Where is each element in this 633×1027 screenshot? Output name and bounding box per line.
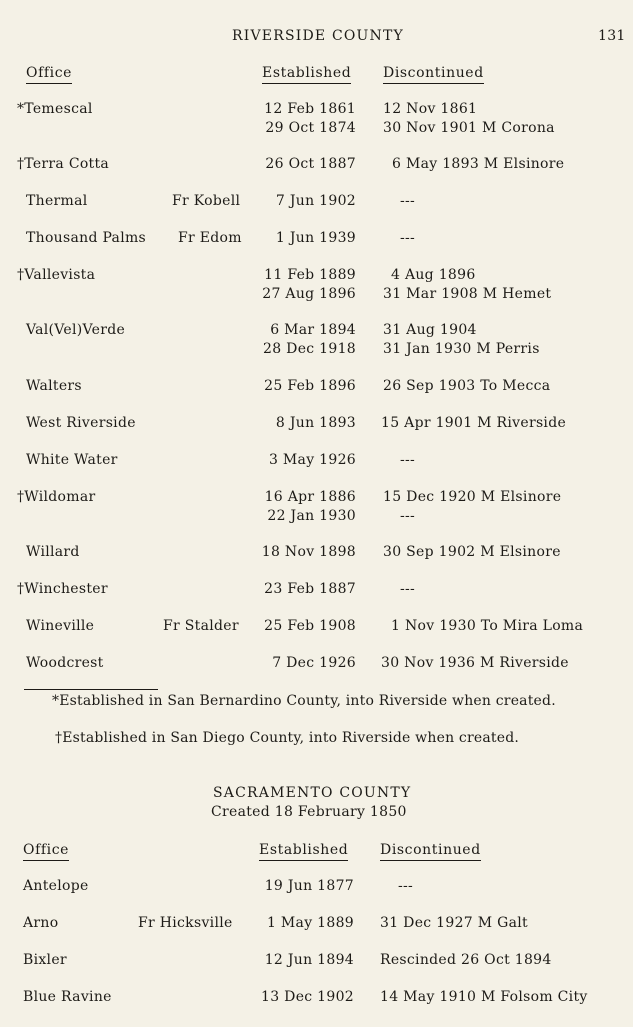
office-name: Bixler [23, 952, 67, 968]
established-date: 6 Mar 1894 [270, 322, 356, 338]
discontinued-entry: 31 Jan 1930 M Perris [383, 341, 540, 357]
established-date: 19 Jun 1877 [264, 878, 354, 894]
established-date: 13 Dec 1902 [261, 989, 354, 1005]
established-date: 12 Jun 1894 [264, 952, 354, 968]
office-name: White Water [26, 452, 118, 468]
discontinued-entry: 15 Dec 1920 M Elsinore [383, 489, 562, 505]
column-header-office: Office [26, 64, 72, 84]
discontinued-entry: 14 May 1910 M Folsom City [380, 989, 588, 1005]
office-name: Val(Vel)Verde [26, 322, 126, 338]
footnote-rule [24, 689, 158, 690]
column-header-established: Established [262, 64, 351, 84]
section-title: SACRAMENTO COUNTY [213, 785, 412, 801]
established-date: 11 Feb 1889 [264, 267, 356, 283]
discontinued-entry: 1 Nov 1930 To Mira Loma [391, 618, 584, 634]
discontinued-entry: 6 May 1893 M Elsinore [392, 156, 565, 172]
office-name: Antelope [23, 878, 89, 894]
discontinued-entry: 15 Apr 1901 M Riverside [381, 415, 567, 431]
established-date: 25 Feb 1896 [264, 378, 356, 394]
discontinued-entry: --- [400, 508, 416, 524]
discontinued-entry: 30 Nov 1936 M Riverside [381, 655, 569, 671]
discontinued-entry: 31 Aug 1904 [383, 322, 477, 338]
page-number: 131 [598, 28, 626, 44]
discontinued-entry: --- [400, 581, 416, 597]
established-date: 16 Apr 1886 [264, 489, 356, 505]
column-header-discontinued: Discontinued [380, 841, 481, 861]
column-header-established: Established [259, 841, 348, 861]
office-name: Thermal [26, 193, 88, 209]
discontinued-entry: --- [400, 193, 416, 209]
established-date: 1 Jun 1939 [275, 230, 356, 246]
office-name: †Wildomar [17, 489, 96, 505]
column-header-office: Office [23, 841, 69, 861]
discontinued-entry: Rescinded 26 Oct 1894 [380, 952, 552, 968]
discontinued-entry: 31 Dec 1927 M Galt [380, 915, 528, 931]
established-date: 25 Feb 1908 [264, 618, 356, 634]
former-name: Fr Hicksville [138, 915, 233, 931]
footnote-san-diego: †Established in San Diego County, into Riverside when created. [55, 730, 520, 746]
established-date: 26 Oct 1887 [265, 156, 356, 172]
established-date: 18 Nov 1898 [261, 544, 356, 560]
established-date: 3 May 1926 [268, 452, 356, 468]
established-date: 8 Jun 1893 [275, 415, 356, 431]
office-name: Blue Ravine [23, 989, 112, 1005]
discontinued-entry: --- [400, 452, 416, 468]
office-name: Thousand Palms [26, 230, 147, 246]
office-name: Woodcrest [26, 655, 104, 671]
former-name: Fr Kobell [172, 193, 241, 209]
section-subtitle: Created 18 February 1850 [211, 804, 407, 820]
established-date: 7 Jun 1902 [275, 193, 356, 209]
page-title: RIVERSIDE COUNTY [232, 28, 404, 44]
office-name: †Winchester [17, 581, 108, 597]
footnote-san-bernardino: *Established in San Bernardino County, into Riverside when created. [52, 693, 556, 709]
office-name: †Terra Cotta [17, 156, 110, 172]
discontinued-entry: 26 Sep 1903 To Mecca [383, 378, 551, 394]
established-date: 29 Oct 1874 [265, 120, 356, 136]
established-date: 28 Dec 1918 [263, 341, 356, 357]
office-name: *Temescal [17, 101, 93, 117]
discontinued-entry: 31 Mar 1908 M Hemet [383, 286, 552, 302]
discontinued-entry: --- [400, 230, 416, 246]
discontinued-entry: 12 Nov 1861 [383, 101, 478, 117]
former-name: Fr Stalder [163, 618, 239, 634]
office-name: West Riverside [26, 415, 136, 431]
discontinued-entry: 4 Aug 1896 [391, 267, 476, 283]
office-name: Willard [26, 544, 80, 560]
established-date: 7 Dec 1926 [272, 655, 356, 671]
office-name: Walters [26, 378, 82, 394]
column-header-discontinued: Discontinued [383, 64, 484, 84]
discontinued-entry: 30 Sep 1902 M Elsinore [383, 544, 561, 560]
established-date: 22 Jan 1930 [267, 508, 356, 524]
established-date: 12 Feb 1861 [264, 101, 356, 117]
established-date: 27 Aug 1896 [262, 286, 356, 302]
discontinued-entry: --- [398, 878, 414, 894]
established-date: 1 May 1889 [266, 915, 354, 931]
office-name: †Vallevista [17, 267, 96, 283]
former-name: Fr Edom [178, 230, 242, 246]
established-date: 23 Feb 1887 [264, 581, 356, 597]
discontinued-entry: 30 Nov 1901 M Corona [383, 120, 555, 136]
office-name: Wineville [26, 618, 95, 634]
office-name: Arno [23, 915, 59, 931]
